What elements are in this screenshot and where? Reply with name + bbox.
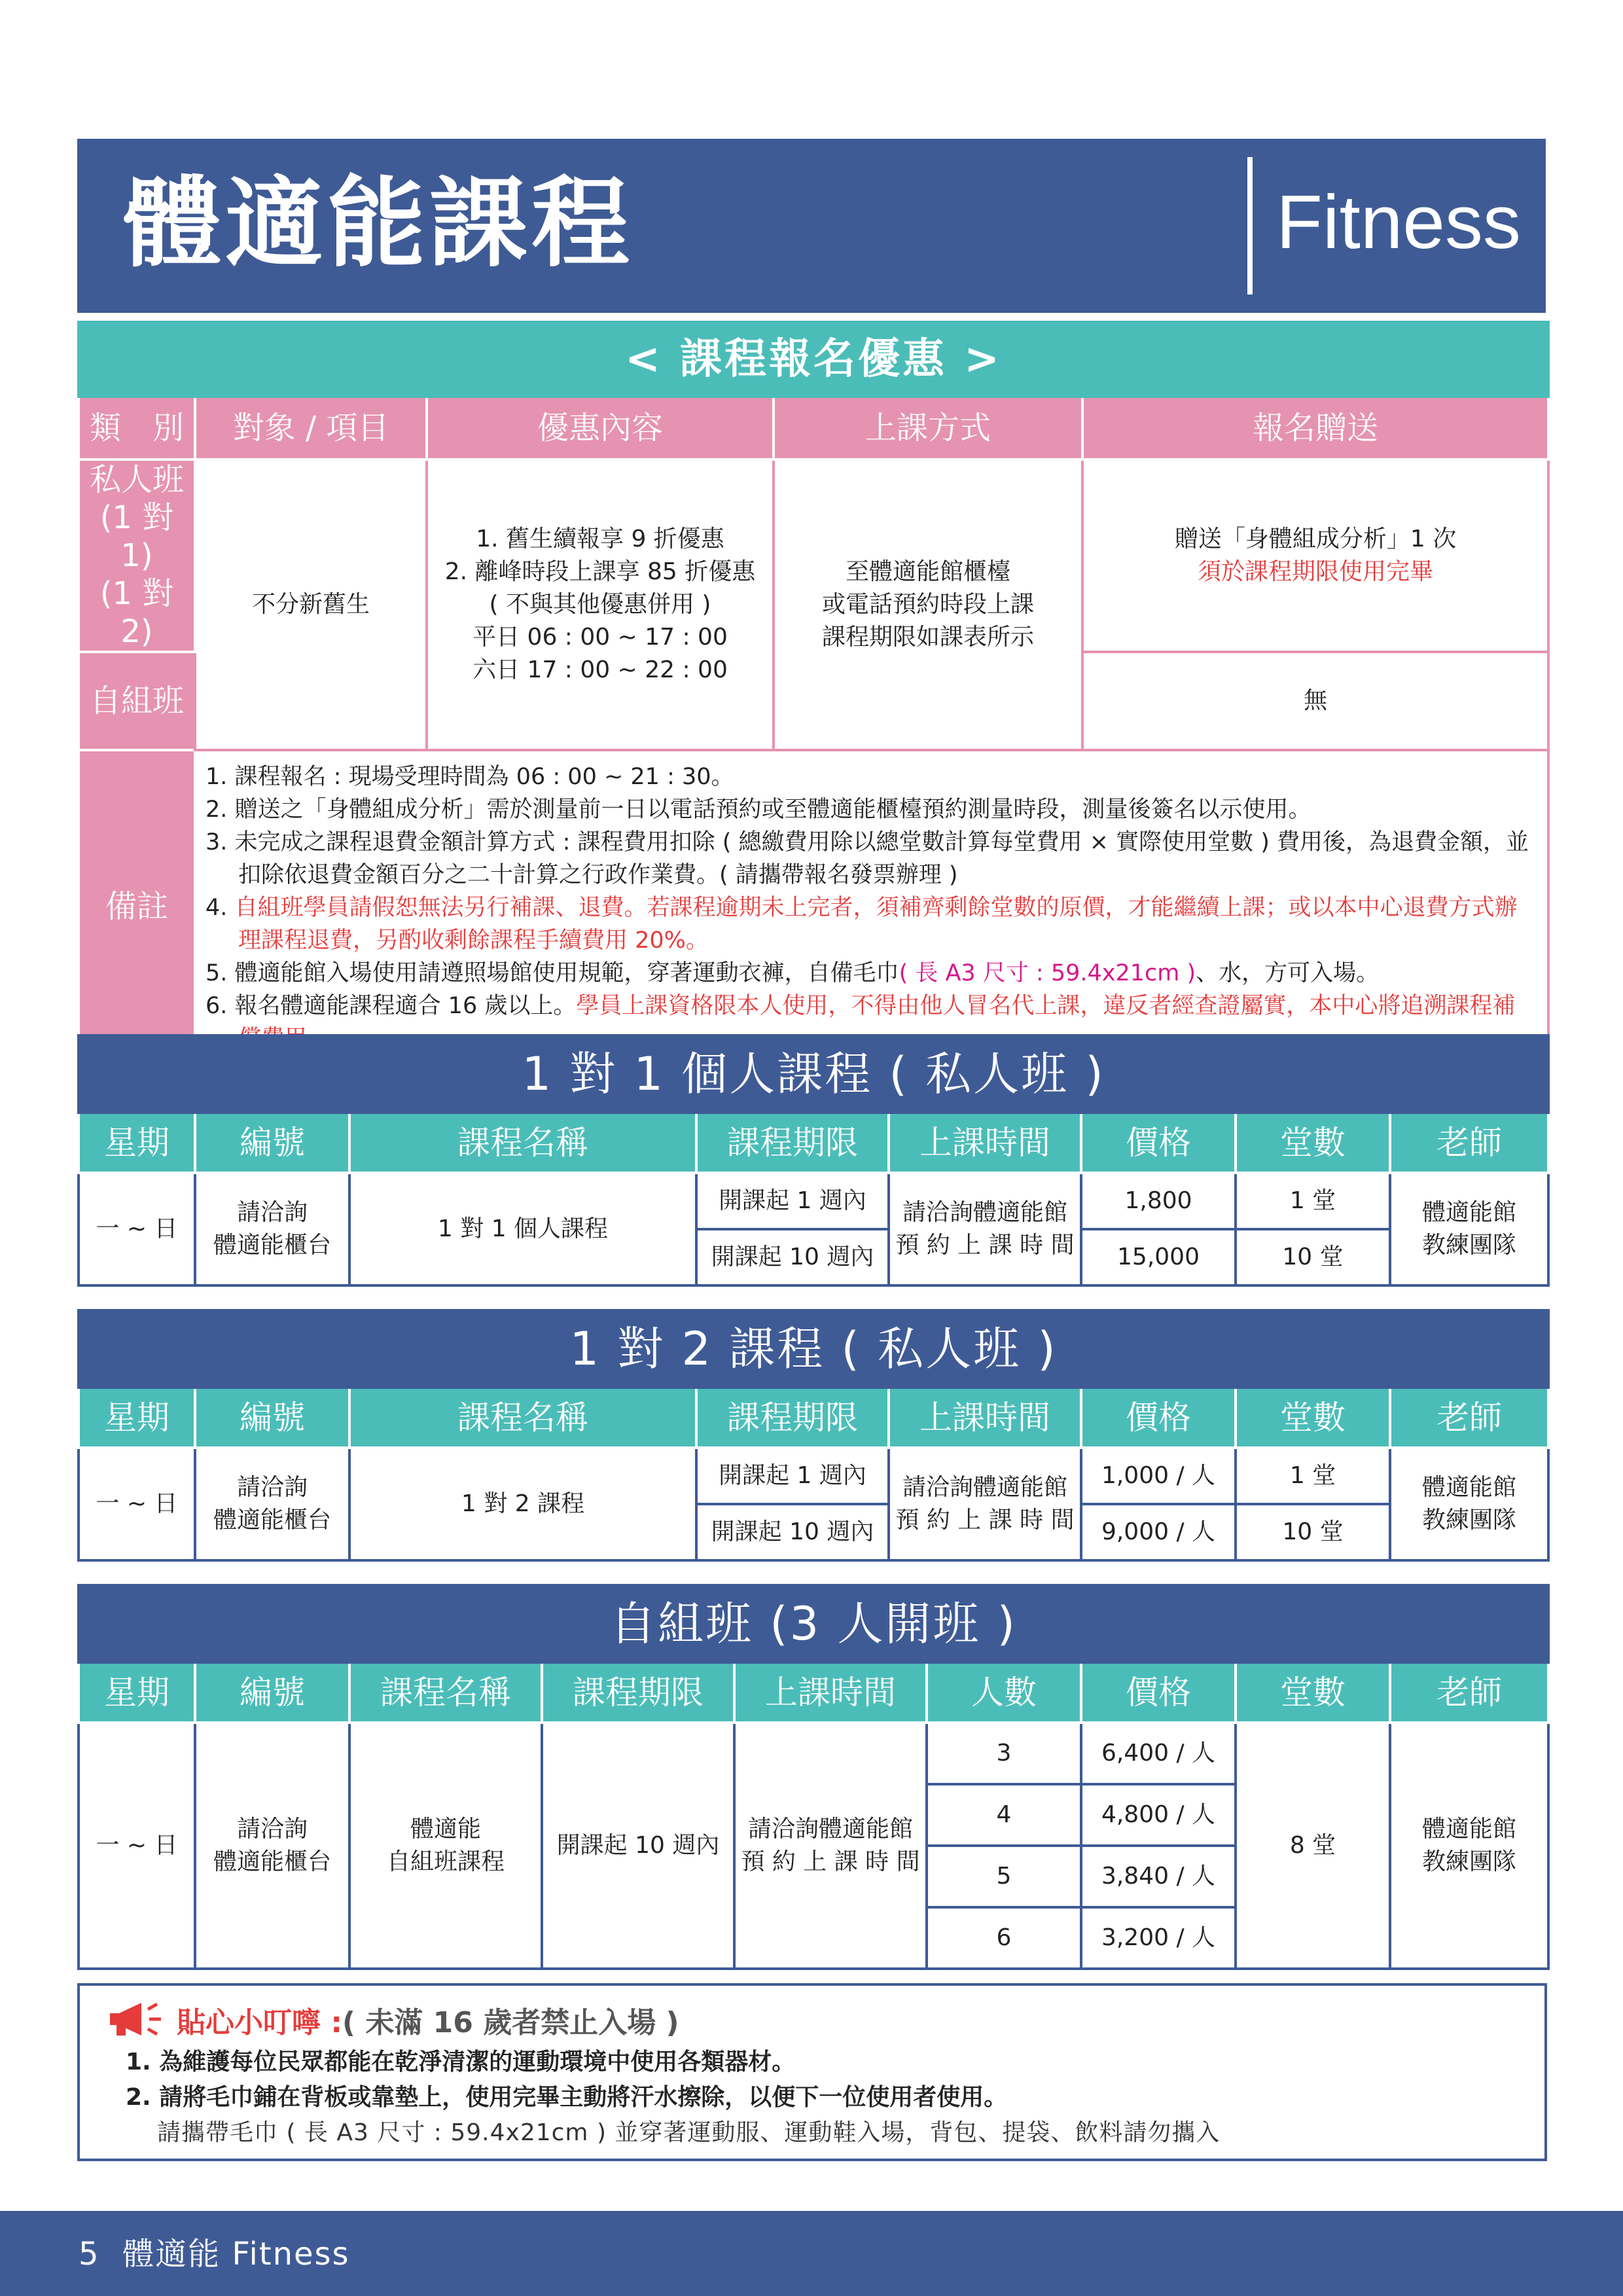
table-row — [79, 1173, 1548, 1229]
note-number: 4. — [205, 895, 228, 921]
col-day: 星期 — [79, 1662, 195, 1723]
tip-box — [77, 1983, 1547, 2161]
private-label-line: (1 對 1) — [99, 499, 174, 574]
note-number: 3. — [205, 829, 228, 855]
people-cell: 4 — [927, 1784, 1081, 1846]
note-text: 報名體適能課程適合 16 歲以上。 — [234, 993, 577, 1019]
col-price: 價格 — [1081, 1388, 1236, 1448]
one-on-two-title: 1 對 2 課程 ( 私人班 ) — [79, 1310, 1548, 1388]
note-text: 未完成之課程退費金額計算方式 : 課程費用扣除 ( 總繳費用除以總堂數計算每堂費用 × 實際使用堂數 ) 費用後，為退費金額，並扣除依退費金額百分之二十計算之行政作業費。( 請攜帶報名發票辦理 ) — [234, 829, 1529, 888]
code-cell — [195, 1173, 349, 1285]
note-text-magenta: ( 長 A3 尺寸 : 59.4x21cm ) — [899, 960, 1196, 986]
teacher-line: 體適能館 — [1421, 1816, 1516, 1842]
day-cell: 一 ~ 日 — [79, 1173, 195, 1285]
promo-table — [77, 321, 1550, 1064]
promo-header-method: 上課方式 — [774, 397, 1082, 459]
promo-method — [774, 459, 1082, 750]
page-number: 5 — [79, 2236, 100, 2272]
col-code: 編號 — [195, 1388, 349, 1448]
one-on-one-title: 1 對 1 個人課程 ( 私人班 ) — [79, 1035, 1548, 1113]
period-cell: 開課起 10 週內 — [696, 1229, 889, 1285]
note-item — [205, 793, 1534, 826]
name-line: 自組班課程 — [386, 1848, 505, 1875]
discount-line: 2. 離峰時段上課享 85 折優惠 — [444, 558, 756, 585]
private-class-label — [79, 459, 195, 652]
sessions-cell: 10 堂 — [1236, 1229, 1390, 1285]
col-price: 價格 — [1081, 1113, 1236, 1173]
code-line: 體適能櫃台 — [213, 1232, 331, 1259]
group-table — [77, 1584, 1550, 1970]
discount-line: 1. 舊生續報享 9 折優惠 — [476, 526, 724, 552]
code-line: 體適能櫃台 — [213, 1848, 331, 1875]
price-cell: 9,000 / 人 — [1081, 1504, 1236, 1560]
discount-line: 六日 17 : 00 ~ 22 : 00 — [473, 656, 728, 683]
promo-discount — [427, 459, 774, 750]
note-text-red: 學員上課資格限本人使用，不得由他人冒名代上課，違反者經查證屬實，本中心將追溯課程補 — [576, 993, 1516, 1019]
notes-label: 備註 — [79, 750, 195, 1063]
price-cell: 1,800 — [1081, 1173, 1236, 1229]
page-title: 體適能課程 — [123, 167, 634, 281]
tip-line: 請攜帶毛巾 ( 長 A3 尺寸 : 59.4x21cm ) 並穿著運動服、運動鞋入場，背包、提袋、飲料請勿攜入 — [157, 2119, 1221, 2146]
group-class-label: 自組班 — [79, 652, 195, 750]
tip-line: 1. 為維護每位民眾都能在乾淨清潔的運動環境中使用各類器材。 — [126, 2049, 796, 2075]
megaphone-icon — [107, 2000, 170, 2049]
col-time: 上課時間 — [889, 1113, 1081, 1173]
promo-header-category: 類 別 — [79, 397, 195, 459]
col-sessions: 堂數 — [1236, 1388, 1390, 1448]
col-code: 編號 — [195, 1662, 349, 1723]
sessions-cell: 1 堂 — [1236, 1448, 1390, 1504]
footer-label: 體適能 Fitness — [122, 2236, 350, 2272]
teacher-line: 體適能館 — [1422, 1474, 1517, 1501]
name-cell: 1 對 2 課程 — [349, 1448, 696, 1560]
note-text: 贈送之「身體組成分析」需於測量前一日以電話預約或至體適能櫃檯預約測量時段，測量後簽名以示使用。 — [234, 797, 1311, 823]
code-cell — [195, 1448, 349, 1560]
col-day: 星期 — [79, 1113, 195, 1173]
period-cell: 開課起 1 週內 — [696, 1173, 889, 1229]
col-name: 課程名稱 — [349, 1113, 696, 1173]
col-people: 人數 — [927, 1662, 1081, 1723]
note-number: 2. — [205, 797, 228, 823]
col-name: 課程名稱 — [349, 1388, 696, 1448]
method-line: 課程期限如課表所示 — [821, 624, 1034, 651]
gift-note: 須於課程期限使用完畢 — [1198, 558, 1434, 585]
col-time: 上課時間 — [889, 1388, 1081, 1448]
price-cell: 4,800 / 人 — [1081, 1784, 1236, 1846]
col-code: 編號 — [195, 1113, 349, 1173]
price-cell: 15,000 — [1081, 1229, 1236, 1285]
promo-banner: < 課程報名優惠 > — [79, 322, 1548, 397]
price-cell: 6,400 / 人 — [1081, 1723, 1236, 1784]
notes-list — [195, 750, 1548, 1063]
discount-line: 平日 06 : 00 ~ 17 : 00 — [473, 624, 728, 651]
note-number: 5. — [205, 960, 228, 986]
col-period: 課程期限 — [542, 1662, 734, 1723]
teacher-cell — [1390, 1723, 1548, 1969]
private-label-line: 私人班 — [89, 461, 184, 498]
note-number: 1. — [205, 764, 228, 790]
one-on-one-table — [77, 1034, 1550, 1287]
price-cell: 1,000 / 人 — [1081, 1448, 1236, 1504]
private-label-line: (1 對 2) — [99, 575, 174, 650]
method-line: 或電話預約時段上課 — [821, 591, 1034, 618]
page-footer — [0, 2211, 1623, 2296]
sessions-cell: 1 堂 — [1236, 1173, 1390, 1229]
col-time: 上課時間 — [734, 1662, 927, 1723]
code-line: 請洽詢 — [236, 1816, 308, 1842]
time-line: 預 約 上 課 時 間 — [741, 1848, 920, 1875]
col-teacher: 老師 — [1390, 1113, 1548, 1173]
time-line: 預 約 上 課 時 間 — [895, 1507, 1075, 1534]
people-cell: 6 — [927, 1907, 1081, 1969]
code-line: 體適能櫃台 — [213, 1507, 331, 1534]
page-header — [77, 139, 1546, 313]
tip-heading — [107, 2000, 679, 2049]
col-sessions: 堂數 — [1236, 1113, 1390, 1173]
note-number: 6. — [205, 993, 228, 1019]
table-row — [79, 1723, 1548, 1784]
tip-line: 2. 請將毛巾鋪在背板或靠墊上，使用完畢主動將汗水擦除，以便下一位使用者使用。 — [126, 2084, 1008, 2111]
teacher-cell — [1390, 1173, 1548, 1285]
time-line: 請洽詢體適能館 — [747, 1816, 913, 1842]
time-cell — [734, 1723, 927, 1969]
header-divider — [1247, 157, 1253, 295]
col-day: 星期 — [79, 1388, 195, 1448]
code-line: 請洽詢 — [236, 1199, 308, 1226]
note-item — [205, 826, 1534, 891]
promo-gift-private — [1082, 459, 1548, 652]
one-on-two-table — [77, 1309, 1550, 1562]
period-cell: 開課起 1 週內 — [696, 1448, 889, 1504]
note-item — [205, 957, 1534, 990]
time-line: 請洽詢體適能館 — [902, 1199, 1067, 1226]
note-text: 體適能館入場使用請遵照場館使用規範，穿著運動衣褲，自備毛巾 — [234, 960, 899, 986]
teacher-line: 教練團隊 — [1422, 1232, 1517, 1259]
time-line: 預 約 上 課 時 間 — [895, 1232, 1075, 1259]
teacher-line: 教練團隊 — [1421, 1848, 1516, 1875]
price-cell: 3,840 / 人 — [1081, 1846, 1236, 1907]
time-line: 請洽詢體適能館 — [902, 1474, 1067, 1501]
day-cell: 一 ~ 日 — [79, 1448, 195, 1560]
name-cell: 1 對 1 個人課程 — [349, 1173, 696, 1285]
note-text: 、水，方可入場。 — [1196, 960, 1380, 986]
promo-gift-group: 無 — [1082, 652, 1548, 750]
note-text-red: 自組班學員請假恕無法另行補課、退費。若課程逾期未上完者，須補齊剩餘堂數的原價，才能繼續上課；或以本中心退費方式辦理課程退費，另酌收剩餘課程手續費用 20%。 — [234, 895, 1518, 954]
gift-line: 贈送「身體組成分析」1 次 — [1174, 526, 1457, 552]
col-period: 課程期限 — [696, 1113, 889, 1173]
note-item — [205, 891, 1534, 957]
code-line: 請洽詢 — [236, 1474, 308, 1501]
teacher-cell — [1390, 1448, 1548, 1560]
promo-target: 不分新舊生 — [195, 459, 427, 750]
period-cell: 開課起 10 週內 — [542, 1723, 734, 1969]
col-teacher: 老師 — [1390, 1388, 1548, 1448]
col-name: 課程名稱 — [349, 1662, 542, 1723]
promo-header-discount: 優惠內容 — [427, 397, 774, 459]
people-cell: 5 — [927, 1846, 1081, 1907]
col-sessions: 堂數 — [1236, 1662, 1390, 1723]
time-cell — [889, 1173, 1081, 1285]
day-cell: 一 ~ 日 — [79, 1723, 195, 1969]
page-subtitle: Fitness — [1276, 179, 1521, 264]
note-text: 課程報名 : 現場受理時間為 06 : 00 ~ 21 : 30。 — [234, 764, 734, 790]
tip-title-note: ( 未滿 16 歲者禁止入場 ) — [342, 2006, 679, 2039]
promo-header-gift: 報名贈送 — [1082, 397, 1548, 459]
group-title: 自組班 (3 人開班 ) — [79, 1585, 1548, 1662]
footer-text — [79, 2234, 350, 2274]
teacher-line: 教練團隊 — [1422, 1507, 1517, 1534]
teacher-line: 體適能館 — [1422, 1199, 1517, 1226]
promo-header-target: 對象 / 項目 — [195, 397, 427, 459]
code-cell — [195, 1723, 349, 1969]
name-cell — [349, 1723, 542, 1969]
tip-title: 貼心小叮嚀 : — [177, 2006, 342, 2039]
table-row — [79, 1448, 1548, 1504]
sessions-cell: 10 堂 — [1236, 1504, 1390, 1560]
period-cell: 開課起 10 週內 — [696, 1504, 889, 1560]
name-line: 體適能 — [410, 1816, 481, 1842]
price-cell: 3,200 / 人 — [1081, 1907, 1236, 1969]
method-line: 至體適能館櫃檯 — [845, 558, 1010, 585]
col-teacher: 老師 — [1390, 1662, 1548, 1723]
col-price: 價格 — [1081, 1662, 1236, 1723]
col-period: 課程期限 — [696, 1388, 889, 1448]
people-cell: 3 — [927, 1723, 1081, 1784]
sessions-cell: 8 堂 — [1236, 1723, 1390, 1969]
discount-line: ( 不與其他優惠併用 ) — [489, 591, 711, 618]
time-cell — [889, 1448, 1081, 1560]
note-item — [205, 761, 1534, 793]
